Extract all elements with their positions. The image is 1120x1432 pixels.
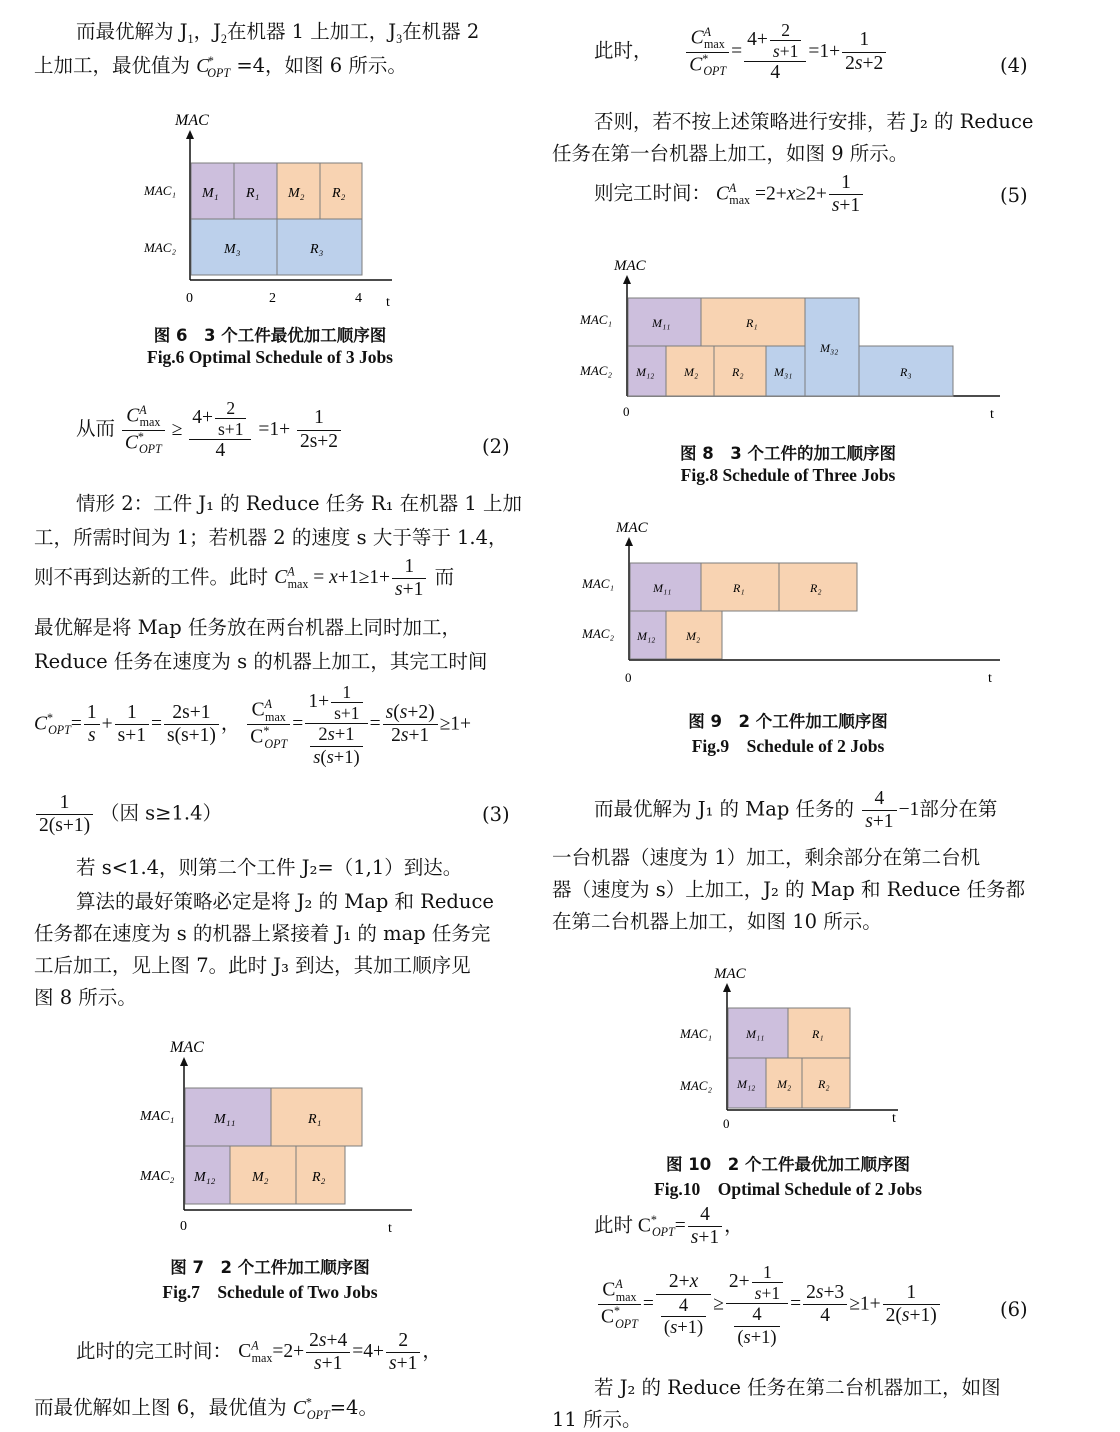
equation-6-number: (6) bbox=[1000, 1298, 1028, 1321]
right-opt-line-4: 在第二台机器上加工，如图 10 所示。 bbox=[552, 910, 882, 933]
svg-text:t: t bbox=[388, 1221, 392, 1236]
svg-text:t: t bbox=[990, 407, 994, 422]
fig9-caption-en: Fig.9 Schedule of 2 Jobs bbox=[691, 736, 885, 756]
right-opt-line-1: 而最优解为 J₁ 的 Map 任务的 $\frac{4}{s+1}$ −1部分在第 bbox=[594, 788, 998, 833]
equation-4: 此时， $\frac{C^A_{max}}{C^*_{OPT}}$ = 4+ $\frac{2}{s+1}$ 4 =1+ $\frac{1}{2s+2}$ bbox=[594, 20, 888, 85]
left-case2-line-5: Reduce 任务在速度为 s 的机器上加工，其完工时间 bbox=[34, 650, 488, 673]
right-last-line-1: 若 J₂ 的 Reduce 任务在第二台机器加工，如图 bbox=[594, 1376, 1001, 1399]
fig10-caption-en: Fig.10 Optimal Schedule of 2 Jobs bbox=[654, 1179, 922, 1199]
svg-text:R₁: R₁ bbox=[733, 581, 745, 595]
svg-text:M₂: M₂ bbox=[252, 1170, 269, 1185]
svg-text:0: 0 bbox=[186, 291, 193, 306]
equation-3-line-1: $C^*_{OPT}=$ $\frac{1}{s}$ + $\frac{1}{s+1}$ = $\frac{2s+1}{s(s+1)}$ ， $\frac{C^A_{max}}{C^*_{OPT}}$ = 1+ $\frac{1}{s+1}$ $\frac{2s+1}{s(s+1)}$ = $\frac{s(s+2)}{2s+1}$ ≥1+ bbox=[34, 682, 472, 768]
figure-7-gantt-chart bbox=[130, 1030, 430, 1240]
svg-text:MAC₁: MAC₁ bbox=[144, 183, 176, 198]
svg-text:MAC₁: MAC₁ bbox=[680, 1026, 712, 1041]
right-copt-line: 此时 $C^*_{OPT}=$ $\frac{4}{s+1}$ ， bbox=[594, 1204, 744, 1249]
svg-text:M₁₁: M₁₁ bbox=[214, 1112, 236, 1127]
svg-text:M₁₂: M₁₂ bbox=[194, 1170, 216, 1185]
svg-text:MAC: MAC bbox=[714, 966, 746, 982]
svg-text:R₂: R₂ bbox=[732, 365, 744, 379]
left-case2-line-1: 情形 2：工件 J₁ 的 Reduce 任务 R₁ 在机器 1 上加 bbox=[76, 492, 522, 515]
svg-text:0: 0 bbox=[180, 1219, 187, 1234]
svg-text:M₁₁: M₁₁ bbox=[746, 1027, 765, 1041]
svg-text:M₃₁: M₃₁ bbox=[774, 365, 793, 379]
figure-8-gantt-chart bbox=[570, 250, 1020, 430]
equation-5-number: (5) bbox=[1000, 184, 1028, 207]
svg-text:M₂: M₂ bbox=[288, 186, 305, 201]
left-alg-line-1: 算法的最好策略必定是将 J₂ 的 Map 和 Reduce bbox=[76, 890, 494, 913]
svg-text:R₂: R₂ bbox=[312, 1170, 326, 1185]
svg-text:M₂: M₂ bbox=[684, 365, 699, 379]
fig9-caption-cn: 图 9 2 个工件加工顺序图 bbox=[688, 712, 888, 731]
svg-text:MAC₂: MAC₂ bbox=[144, 240, 176, 255]
svg-text:M₂: M₂ bbox=[686, 629, 701, 643]
svg-text:M₃₂: M₃₂ bbox=[820, 341, 839, 355]
left-alg-line-4: 图 8 所示。 bbox=[34, 986, 137, 1009]
figure-6-gantt-chart bbox=[130, 105, 420, 320]
svg-text:M₁₂: M₁₂ bbox=[637, 629, 656, 643]
svg-text:t: t bbox=[988, 671, 992, 686]
svg-text:4: 4 bbox=[355, 291, 362, 306]
svg-text:MAC: MAC bbox=[614, 258, 646, 274]
svg-text:0: 0 bbox=[723, 1116, 730, 1131]
svg-text:R₂: R₂ bbox=[810, 581, 822, 595]
svg-text:R₁: R₁ bbox=[812, 1027, 824, 1041]
svg-text:M₁: M₁ bbox=[202, 186, 219, 201]
svg-text:M₁₂: M₁₂ bbox=[636, 365, 655, 379]
svg-text:0: 0 bbox=[625, 670, 632, 685]
equation-2: 从而 $\frac{C^A_{max}}{C^*_{OPT}}$ ≥ 4+ $\frac{2}{s+1}$ 4 =1+ $\frac{1}{2s+2}$ bbox=[76, 398, 343, 463]
right-opt-line-2: 一台机器（速度为 1）加工，剩余部分在第二台机 bbox=[552, 846, 981, 869]
svg-text:M₂: M₂ bbox=[777, 1077, 792, 1091]
right-last-line-2: 11 所示。 bbox=[552, 1408, 642, 1431]
equation-2-number: (2) bbox=[482, 435, 510, 458]
left-case2-line-3: 则不再到达新的工件。此时 $C^A_{max} = x+1\ge 1+$ $\frac{1}{s+1}$ 而 bbox=[34, 556, 455, 601]
right-opt-line-3: 器（速度为 s）上加工，J₂ 的 Map 和 Reduce 任务都 bbox=[552, 878, 1026, 901]
figure-10-gantt-chart bbox=[670, 958, 930, 1138]
left-para-1-line-1: 而最优解为 $J_1$，$J_2$在机器 1 上加工，$J_3$在机器 2 bbox=[76, 20, 480, 46]
svg-text:R₂: R₂ bbox=[818, 1077, 830, 1091]
left-alg-line-3: 工后加工，见上图 7。此时 J₃ 到达，其加工顺序见 bbox=[34, 954, 471, 977]
svg-text:R₁: R₁ bbox=[308, 1112, 322, 1127]
fig6-caption-en: Fig.6 Optimal Schedule of 3 Jobs bbox=[147, 347, 393, 367]
svg-text:M₁₁: M₁₁ bbox=[653, 581, 672, 595]
right-else-line-1: 否则，若不按上述策略进行安排，若 J₂ 的 Reduce bbox=[594, 110, 1034, 133]
left-completion-line-2: 而最优解如上图 6，最优值为 $C^*_{OPT}=4$。 bbox=[34, 1395, 378, 1422]
svg-text:MAC₂: MAC₂ bbox=[582, 626, 614, 641]
right-else-line-2: 任务在第一台机器上加工，如图 9 所示。 bbox=[552, 142, 909, 165]
fig7-caption-cn: 图 7 2 个工件加工顺序图 bbox=[170, 1258, 370, 1277]
fig6-caption-cn: 图 6 3 个工件最优加工顺序图 bbox=[153, 326, 387, 345]
fig8-caption-en: Fig.8 Schedule of Three Jobs bbox=[680, 465, 896, 485]
svg-text:M₁₂: M₁₂ bbox=[737, 1077, 756, 1091]
svg-text:t: t bbox=[386, 295, 390, 310]
svg-text:R₃: R₃ bbox=[310, 242, 324, 257]
svg-text:0: 0 bbox=[623, 404, 630, 419]
svg-text:t: t bbox=[892, 1111, 896, 1126]
equation-6: $\frac{C^A_{max}}{C^*_{OPT}}$ = $\frac{2+x}{\frac{4}{(s+1)}}$ ≥ 2+ $\frac{1}{s+1}$ $\frac{4}{(s+1)}$ = $\frac{2s+3}{4}$ ≥1+ $\frac{1}{2(s+1)}$ bbox=[596, 1262, 942, 1348]
svg-text:2: 2 bbox=[269, 291, 276, 306]
svg-text:MAC₁: MAC₁ bbox=[580, 312, 612, 327]
svg-text:R₃: R₃ bbox=[900, 365, 912, 379]
fig8-caption-cn: 图 8 3 个工件的加工顺序图 bbox=[680, 444, 896, 463]
figure-9-gantt-chart bbox=[570, 512, 1020, 692]
equation-3-number: (3) bbox=[482, 803, 510, 826]
left-case2-line-2: 工，所需时间为 1；若机器 2 的速度 s 大于等于 1.4， bbox=[34, 526, 508, 549]
svg-text:M₁₁: M₁₁ bbox=[652, 316, 671, 330]
left-para-1-line-2: 上加工，最优值为 $C^*_{OPT} =4$，如图 6 所示。 bbox=[34, 53, 407, 80]
svg-text:MAC₁: MAC₁ bbox=[140, 1109, 175, 1124]
svg-text:MAC₂: MAC₂ bbox=[580, 363, 612, 378]
svg-text:R₂: R₂ bbox=[332, 186, 346, 201]
fig10-caption-cn: 图 10 2 个工件最优加工顺序图 bbox=[666, 1155, 910, 1174]
equation-4-number: (4) bbox=[1000, 54, 1028, 77]
svg-text:R₁: R₁ bbox=[246, 186, 260, 201]
equation-5: 则完工时间： $C^A_{max} =2+x\ge 2+$ $\frac{1}{s+1}$ bbox=[594, 172, 865, 218]
svg-text:M₃: M₃ bbox=[224, 242, 241, 257]
svg-text:MAC₂: MAC₂ bbox=[140, 1169, 175, 1184]
equation-3-line-2: $\frac{1}{2(s+1)}$ （因 s≥1.4） bbox=[34, 792, 222, 838]
left-completion-line-1: 此时的完工时间： $C^A_{max}=2+$ $\frac{2s+4}{s+1}$ =4+ $\frac{2}{s+1}$ ， bbox=[76, 1330, 442, 1375]
svg-text:MAC: MAC bbox=[170, 1039, 204, 1056]
svg-text:MAC₂: MAC₂ bbox=[680, 1078, 712, 1093]
left-alg-line-2: 任务都在速度为 s 的机器上紧接着 J₁ 的 map 任务完 bbox=[34, 922, 491, 945]
svg-text:R₁: R₁ bbox=[746, 316, 758, 330]
fig6-y-axis-label: MAC bbox=[175, 112, 209, 129]
svg-text:MAC: MAC bbox=[616, 520, 648, 536]
svg-text:MAC₁: MAC₁ bbox=[582, 576, 614, 591]
left-cond-line: 若 s<1.4，则第二个工件 J₂=（1,1）到达。 bbox=[76, 856, 463, 879]
left-case2-line-4: 最优解是将 Map 任务放在两台机器上同时加工， bbox=[34, 616, 461, 639]
fig7-caption-en: Fig.7 Schedule of Two Jobs bbox=[162, 1282, 378, 1302]
